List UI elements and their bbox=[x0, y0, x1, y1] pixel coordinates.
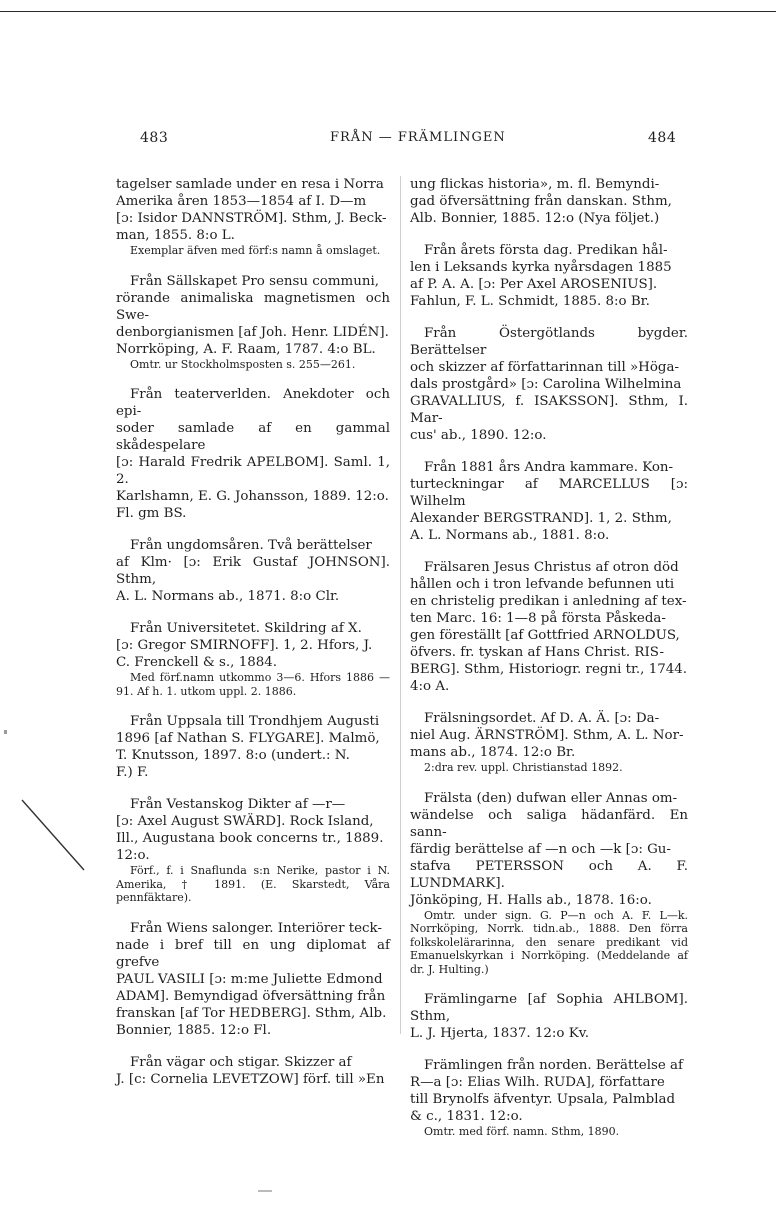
entry-note: Omtr. med förf. namn. Sthm, 1890. bbox=[424, 1125, 620, 1138]
entry-line: Ill., Augustana book concerns tr., 1889. bbox=[116, 831, 384, 846]
entry-line: Främlingen från norden. Berättelse af bbox=[424, 1058, 683, 1073]
entry-line: till Brynolfs äfventyr. Upsala, Palmblad bbox=[410, 1092, 676, 1107]
entry-note: Förf., f. i Snaflunda s:n Nerike, pastor i N. Amerika, † 1891. (E. Skarstedt, Våra pennfäktare). bbox=[116, 864, 390, 904]
entry-line: dals prostgård» [ɔ: Carolina Wilhelmina bbox=[410, 377, 682, 392]
entry-line: PAUL VASILI [ɔ: m:me Juliette Edmond bbox=[116, 971, 383, 987]
entry-note: Med förf.namn utkommo 3—6. Hfors 1886 —91. Af h. 1. utkom uppl. 2. 1886. bbox=[116, 671, 390, 698]
entry-line: 1896 [af Nathan S. FLYGARE]. Malmö, bbox=[116, 731, 380, 746]
bibliography-entry bbox=[116, 713, 390, 781]
bottom-speck bbox=[258, 1190, 272, 1192]
entry-line: C. Frenckell & s., 1884. bbox=[116, 655, 278, 670]
entry-line: ADAM]. Bemyndigad öfversättning från bbox=[116, 988, 386, 1004]
entry-line: niel Aug. ÄRNSTRÖM]. Sthm, A. L. Nor- bbox=[410, 728, 684, 743]
right-column bbox=[410, 176, 688, 1154]
entry-line: Från Sällskapet Pro sensu communi, bbox=[130, 273, 380, 289]
bibliography-entry bbox=[410, 559, 688, 695]
entry-line: Från vägar och stigar. Skizzer af bbox=[130, 1054, 352, 1070]
top-rule bbox=[0, 11, 776, 12]
entry-note: Exemplar äfven med förf:s namn å omslaget. bbox=[130, 244, 381, 257]
bibliography-entry bbox=[410, 325, 688, 444]
entry-line: [ɔ: Isidor DANNSTRÖM]. Sthm, J. Beck- bbox=[116, 211, 387, 226]
entry-line: F.) F. bbox=[116, 765, 149, 780]
bibliography-entry bbox=[410, 176, 688, 227]
entry-line: Från Östergötlands bygder. Berättelser bbox=[410, 326, 688, 358]
entry-line: gad öfversättning från danskan. Sthm, bbox=[410, 194, 672, 209]
entry-line: Från årets första dag. Predikan hål- bbox=[424, 243, 668, 258]
entry-line: cus' ab., 1890. 12:o. bbox=[410, 428, 547, 443]
bibliography-entry bbox=[410, 790, 688, 977]
entry-line: len i Leksands kyrka nyårsdagen 1885 bbox=[410, 260, 672, 275]
entry-line: Fahlun, F. L. Schmidt, 1885. 8:o Br. bbox=[410, 294, 650, 309]
entry-line: Från Uppsala till Trondhjem Augusti bbox=[130, 714, 380, 729]
entry-line: Fl. gm BS. bbox=[116, 506, 187, 521]
entry-line: Amerika åren 1853—1854 af I. D—m bbox=[116, 194, 367, 209]
entry-line: mans ab., 1874. 12:o Br. bbox=[410, 745, 576, 760]
entry-line: ten Marc. 16: 1—8 på första Påskeda- bbox=[410, 611, 666, 626]
entry-line: turteckningar af MARCELLUS [ɔ: Wilhelm bbox=[410, 477, 688, 509]
entry-line: L. J. Hjerta, 1837. 12:o Kv. bbox=[410, 1026, 589, 1041]
entry-line: rörande animaliska magnetismen och Swe- bbox=[116, 290, 390, 323]
entry-line: Bonnier, 1885. 12:o Fl. bbox=[116, 1022, 272, 1038]
entry-note: 2:dra rev. uppl. Christianstad 1892. bbox=[424, 761, 623, 774]
entry-line: GRAVALLIUS, f. ISAKSSON]. Sthm, I. Mar- bbox=[410, 394, 688, 426]
entry-line: och skizzer af författarinnan till »Höga- bbox=[410, 360, 679, 375]
entry-line: soder samlade af en gammal skådespelare bbox=[116, 421, 390, 453]
entry-line: BERG]. Sthm, Historiogr. regni tr., 1744. bbox=[410, 662, 688, 677]
entry-line: nade i bref till en ung diplomat af grefve bbox=[116, 937, 390, 970]
entry-line: franskan [af Tor HEDBERG]. Sthm, Alb. bbox=[116, 1005, 387, 1021]
entry-note: Omtr. ur Stockholmsposten s. 255—261. bbox=[130, 357, 356, 371]
margin-speck bbox=[4, 730, 7, 734]
entry-line: man, 1855. 8:o L. bbox=[116, 228, 235, 243]
entry-line: Frälsta (den) dufwan eller Annas om- bbox=[424, 790, 678, 806]
entry-line: & c., 1831. 12:o. bbox=[410, 1109, 523, 1124]
entry-line: tagelser samlade under en resa i Norra bbox=[116, 177, 384, 192]
entry-line: Frälsaren Jesus Christus af otron död bbox=[424, 560, 679, 575]
entry-line: Alb. Bonnier, 1885. 12:o (Nya följet.) bbox=[410, 211, 660, 226]
bibliography-entry bbox=[410, 991, 688, 1042]
entry-line: Från Universitetet. Skildring af X. bbox=[130, 621, 362, 636]
entry-note: Omtr. under sign. G. P—n och A. F. L—k. Norrköping, Norrk. tidn.ab., 1888. Den förra folkskolelärarinna, den senare predikant vid Emanuelskyrkan i Norrköping. (Meddelande af dr. J. Hulting.) bbox=[410, 908, 688, 976]
entry-line: wändelse och saliga hädanfärd. En sann- bbox=[410, 807, 688, 840]
bibliography-entry bbox=[116, 796, 390, 905]
entry-line: ung flickas historia», m. fl. Bemyndi- bbox=[410, 177, 660, 192]
bibliography-entry bbox=[116, 176, 390, 258]
running-title: FRÅN — FRÄMLINGEN bbox=[330, 130, 506, 145]
entry-line: Från Vestanskog Dikter af —r— bbox=[130, 797, 346, 812]
entry-line: Från teaterverlden. Anekdoter och epi- bbox=[116, 387, 390, 419]
entry-line: öfvers. fr. tyskan af Hans Christ. RIS- bbox=[410, 645, 664, 660]
entry-line: denborgianismen [af Joh. Henr. LIDÉN]. bbox=[116, 324, 389, 340]
entry-line: Från 1881 års Andra kammare. Kon- bbox=[424, 460, 674, 475]
entry-line: [ɔ: Axel August SWÄRD]. Rock Island, bbox=[116, 814, 374, 829]
bibliography-entry bbox=[410, 710, 688, 775]
entry-line: en christelig predikan i anledning af tex- bbox=[410, 594, 687, 609]
entry-line: [ɔ: Harald Fredrik APELBOM]. Saml. 1, 2. bbox=[116, 455, 390, 487]
entry-line: hållen och i tron lefvande befunnen uti bbox=[410, 577, 675, 592]
entry-line: Norrköping, A. F. Raam, 1787. 4:o BL. bbox=[116, 341, 376, 357]
entry-line: Jönköping, H. Halls ab., 1878. 16:o. bbox=[410, 892, 652, 908]
entry-line: 4:o A. bbox=[410, 679, 450, 694]
bibliography-entry bbox=[116, 273, 390, 372]
bibliography-entry bbox=[116, 920, 390, 1039]
left-column bbox=[116, 176, 390, 1103]
entry-line: färdig berättelse af —n och —k [ɔ: Gu- bbox=[410, 841, 671, 857]
bibliography-entry bbox=[116, 1054, 390, 1088]
entry-line: A. L. Normans ab., 1881. 8:o. bbox=[410, 528, 610, 543]
page-number-left: 483 bbox=[140, 130, 169, 146]
entry-line: Från ungdomsåren. Två berättelser bbox=[130, 538, 372, 553]
entry-line: T. Knutsson, 1897. 8:o (undert.: N. bbox=[116, 748, 350, 763]
bibliography-entry bbox=[116, 386, 390, 522]
page-number-right: 484 bbox=[648, 130, 677, 146]
pencil-stroke-mark bbox=[20, 798, 88, 874]
entry-line: 12:o. bbox=[116, 848, 150, 863]
entry-line: af P. A. A. [ɔ: Per Axel AROSENIUS]. bbox=[410, 277, 658, 292]
bibliography-entry bbox=[410, 459, 688, 544]
entry-line: J. [c: Cornelia LEVETZOW] förf. till »En bbox=[116, 1071, 385, 1087]
bibliography-entry bbox=[410, 242, 688, 310]
entry-line: Främlingarne [af Sophia AHLBOM]. Sthm, bbox=[410, 992, 688, 1024]
bibliography-entry bbox=[116, 537, 390, 605]
entry-line: Frälsningsordet. Af D. A. Ä. [ɔ: Da- bbox=[424, 711, 660, 726]
entry-line: stafva PETERSSON och A. F. LUNDMARK]. bbox=[410, 858, 688, 891]
column-divider bbox=[400, 176, 401, 1034]
entry-line: Karlshamn, E. G. Johansson, 1889. 12:o. bbox=[116, 489, 389, 504]
entry-line: A. L. Normans ab., 1871. 8:o Clr. bbox=[116, 589, 340, 604]
entry-line: af Klm· [ɔ: Erik Gustaf JOHNSON]. Sthm, bbox=[116, 555, 390, 587]
entry-line: R—a [ɔ: Elias Wilh. RUDA], författare bbox=[410, 1075, 665, 1090]
entry-line: Från Wiens salonger. Interiörer teck- bbox=[130, 920, 382, 936]
bibliography-entry bbox=[410, 1057, 688, 1139]
bibliography-entry bbox=[116, 620, 390, 698]
entry-line: gen föreställt [af Gottfried ARNOLDUS, bbox=[410, 628, 680, 643]
entry-line: [ɔ: Gregor SMIRNOFF]. 1, 2. Hfors, J. bbox=[116, 638, 373, 653]
entry-line: Alexander BERGSTRAND]. 1, 2. Sthm, bbox=[410, 511, 672, 526]
